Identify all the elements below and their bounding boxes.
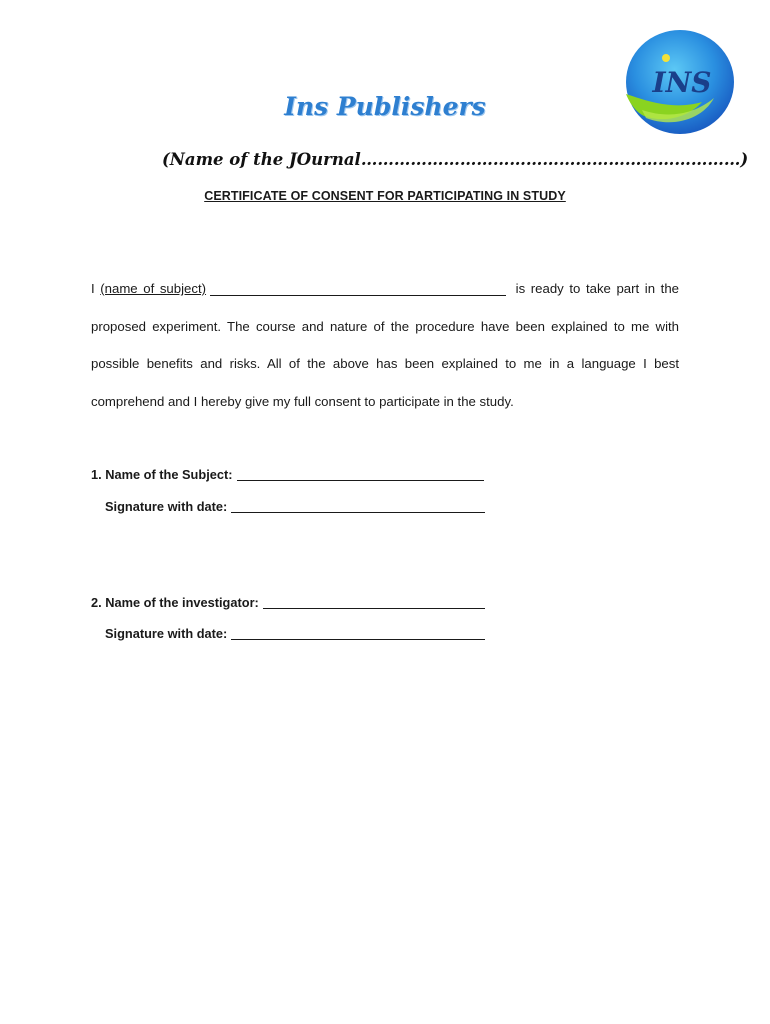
investigator-name-field-label: 2. Name of the investigator: — [91, 595, 259, 610]
consent-body-text: is ready to take part in the proposed experiment. The course and nature of the procedure have been explained to me with possible benefits and risks. All of the above has been explained to me in a language I best comprehend and I hereby give my full consent to participate in the study. — [91, 281, 679, 410]
subject-signature-field-label: Signature with date: — [105, 499, 228, 514]
subject-name-blank — [210, 281, 506, 296]
subject-name-blank-line — [237, 467, 484, 481]
subject-name-label: (name of subject) — [100, 281, 207, 296]
subject-signature-blank-line — [231, 499, 485, 513]
logo-text: INS — [652, 66, 712, 99]
ins-logo — [622, 28, 738, 138]
investigator-name-field — [91, 595, 485, 610]
subject-name-field — [91, 467, 484, 482]
investigator-signature-blank-line — [231, 626, 485, 640]
para-prefix: I — [91, 281, 101, 296]
subject-signature-field — [105, 499, 485, 514]
journal-name-line: (Name of the JOurnal……………………………………………………………) — [162, 150, 749, 169]
investigator-signature-field-label: Signature with date: — [105, 626, 228, 641]
investigator-signature-field — [105, 626, 485, 641]
subject-name-field-label: 1. Name of the Subject: — [91, 467, 233, 482]
investigator-name-blank-line — [263, 595, 485, 609]
consent-paragraph — [91, 270, 679, 421]
certificate-title: CERTIFICATE OF CONSENT FOR PARTICIPATING IN STUDY — [204, 189, 566, 203]
logo-dot — [662, 54, 670, 62]
publisher-title: Ins Publishers — [284, 92, 486, 121]
